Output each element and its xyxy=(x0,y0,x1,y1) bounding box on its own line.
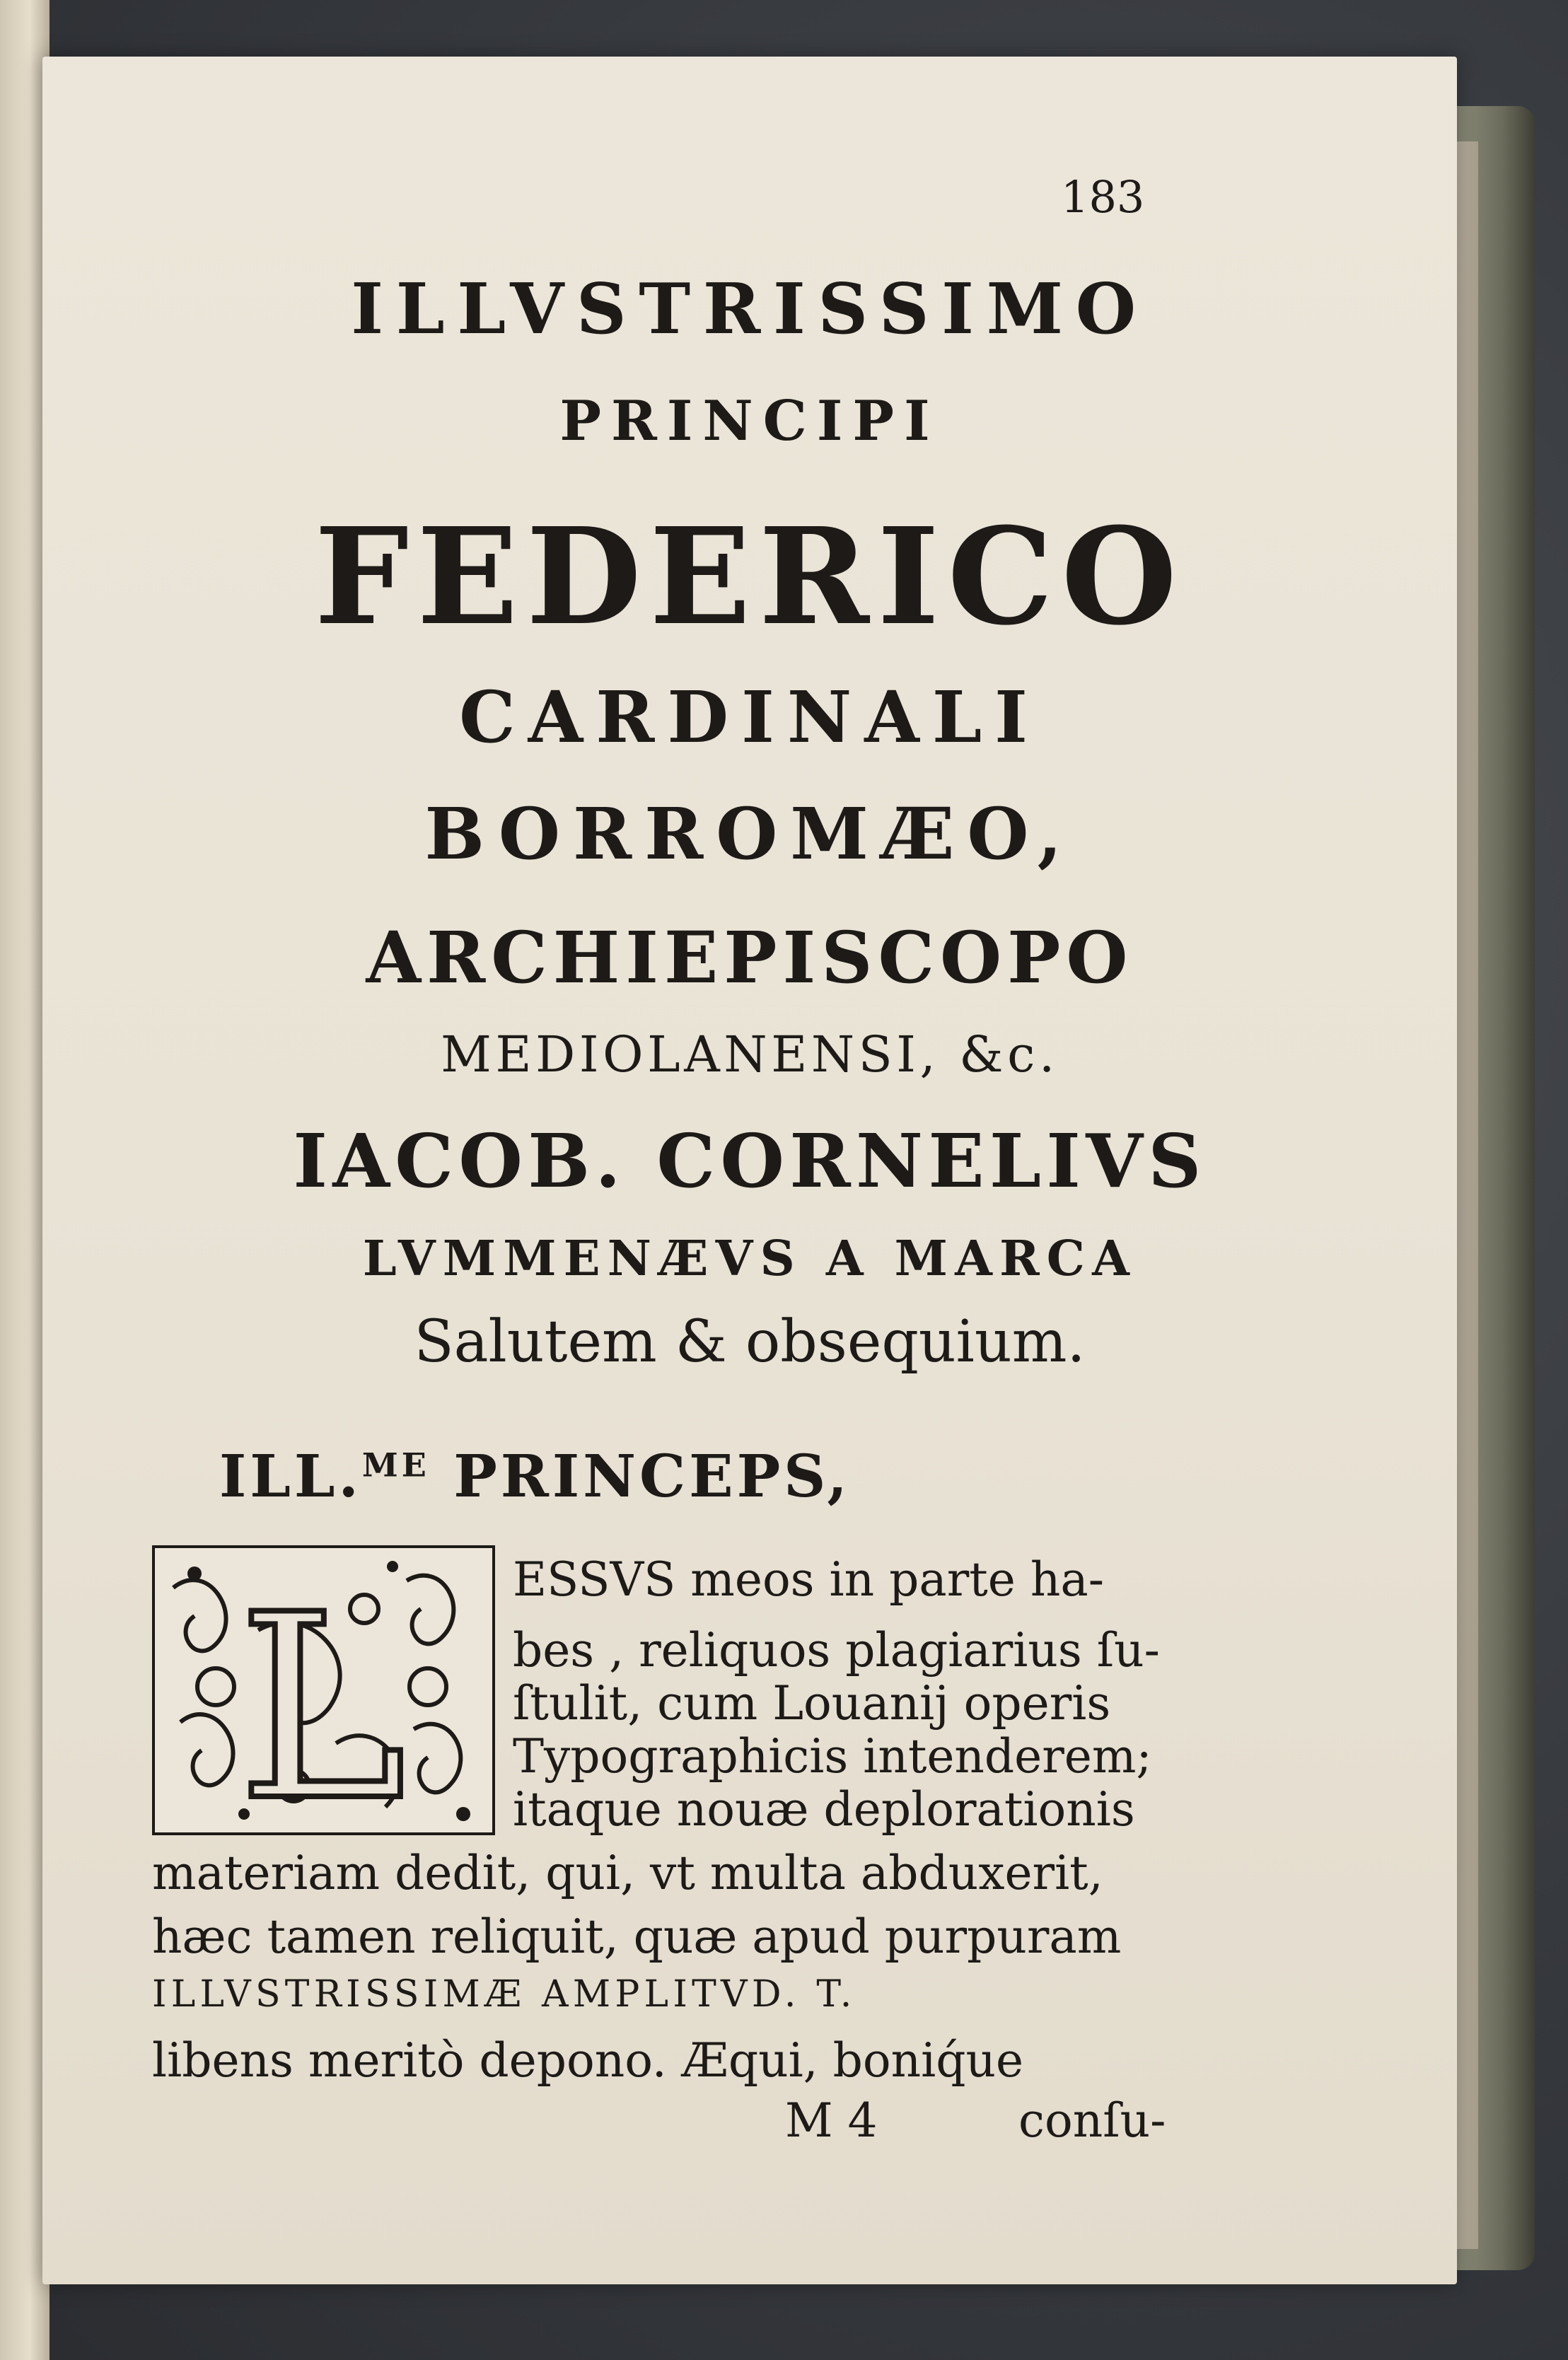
catchword: conſu- xyxy=(1018,2093,1166,2148)
body-line-8: ILLVSTRISSIMÆ AMPLITVD. T. xyxy=(152,1973,856,2016)
salutation-sup: ME xyxy=(361,1446,430,1484)
title-line-5: BORROMÆO, xyxy=(424,792,1075,876)
page-number: 183 xyxy=(1061,171,1145,223)
title-line-3: FEDERICO xyxy=(314,499,1185,655)
floral-initial-icon xyxy=(152,1545,495,1835)
title-line-7: MEDIOLANENSI, &c. xyxy=(441,1025,1059,1083)
title-line-4: CARDINALI xyxy=(459,675,1040,759)
body-line-5: itaque nouæ deplorationis xyxy=(513,1782,1135,1837)
initial-letter: L xyxy=(237,1560,407,1835)
body-line-6: materiam dedit, qui, vt multa abduxerit, xyxy=(152,1846,1103,1900)
decorated-initial xyxy=(152,1545,495,1835)
salutation xyxy=(219,1443,851,1511)
title-line-2: PRINCIPI xyxy=(559,389,940,453)
book-page xyxy=(42,57,1457,2284)
title-line-8: IACOB. CORNELIVS xyxy=(293,1117,1207,1204)
body-line-2: bes , reliquos plagiarius ſu- xyxy=(513,1623,1160,1678)
salutation-pre: ILL. xyxy=(219,1443,362,1511)
body-line-4: Typographicis intenderem; xyxy=(513,1729,1152,1784)
body-line-7: hæc tamen reliquit, quæ apud purpuram xyxy=(152,1909,1122,1964)
title-line-9: LVMMENÆVS A MARCA xyxy=(362,1231,1137,1287)
signature-mark: M 4 xyxy=(785,2093,878,2148)
body-line-9: libens meritò depono. Æqui, boniq́ue xyxy=(152,2033,1024,2088)
title-line-6: ARCHIEPISCOPO xyxy=(366,916,1134,999)
body-line-1: ESSVS meos in parte ha- xyxy=(513,1552,1104,1607)
body-line-3: ſtulit, cum Louanij operis xyxy=(513,1676,1111,1731)
title-line-10: Salutem & obsequium. xyxy=(414,1308,1086,1376)
title-line-1: ILLVSTRISSIMO xyxy=(351,269,1149,350)
salutation-post: PRINCEPS, xyxy=(429,1443,851,1511)
